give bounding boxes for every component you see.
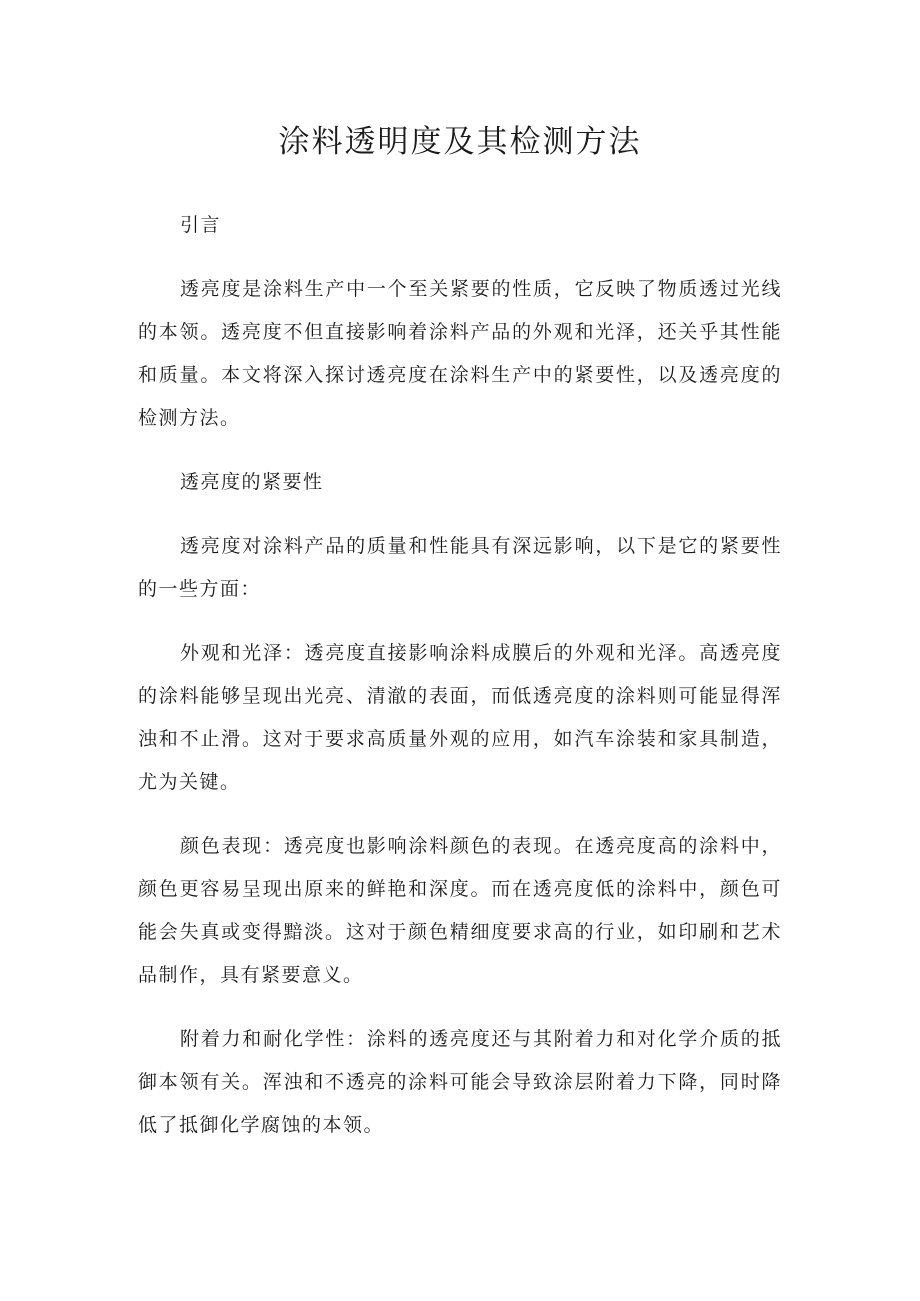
intro-heading: 引言 (180, 214, 222, 236)
adhesion-paragraph: 附着力和耐化学性：涂料的透亮度还与其附着力和对化学介质的抵御本领有关。浑浊和不透亮的涂料可能会导致涂层附着力下降，同时降低了抵御化学腐蚀的本领。 (138, 1028, 782, 1136)
importance-heading: 透亮度的紧要性 (180, 471, 324, 493)
intro-paragraph: 透亮度是涂料生产中一个至关紧要的性质，它反映了物质透过光线的本领。透亮度不但直接影响着涂料产品的外观和光泽，还关乎其性能和质量。本文将深入探讨透亮度在涂料生产中的紧要性，以及透亮度的检测方法。 (138, 278, 782, 429)
appearance-paragraph: 外观和光泽：透亮度直接影响涂料成膜后的外观和光泽。高透亮度的涂料能够呈现出光亮、清澈的表面，而低透亮度的涂料则可能显得浑浊和不止滑。这对于要求高质量外观的应用，如汽车涂装和家具制造，尤为关键。 (138, 642, 782, 793)
color-paragraph: 颜色表现：透亮度也影响涂料颜色的表现。在透亮度高的涂料中，颜色更容易呈现出原来的鲜艳和深度。而在透亮度低的涂料中，颜色可能会失真或变得黯淡。这对于颜色精细度要求高的行业，如印刷和艺术品制作，具有紧要意义。 (138, 835, 782, 986)
document-title: 涂料透明度及其检测方法 (278, 124, 642, 160)
importance-paragraph: 透亮度对涂料产品的质量和性能具有深远影响，以下是它的紧要性的一些方面： (138, 535, 782, 600)
